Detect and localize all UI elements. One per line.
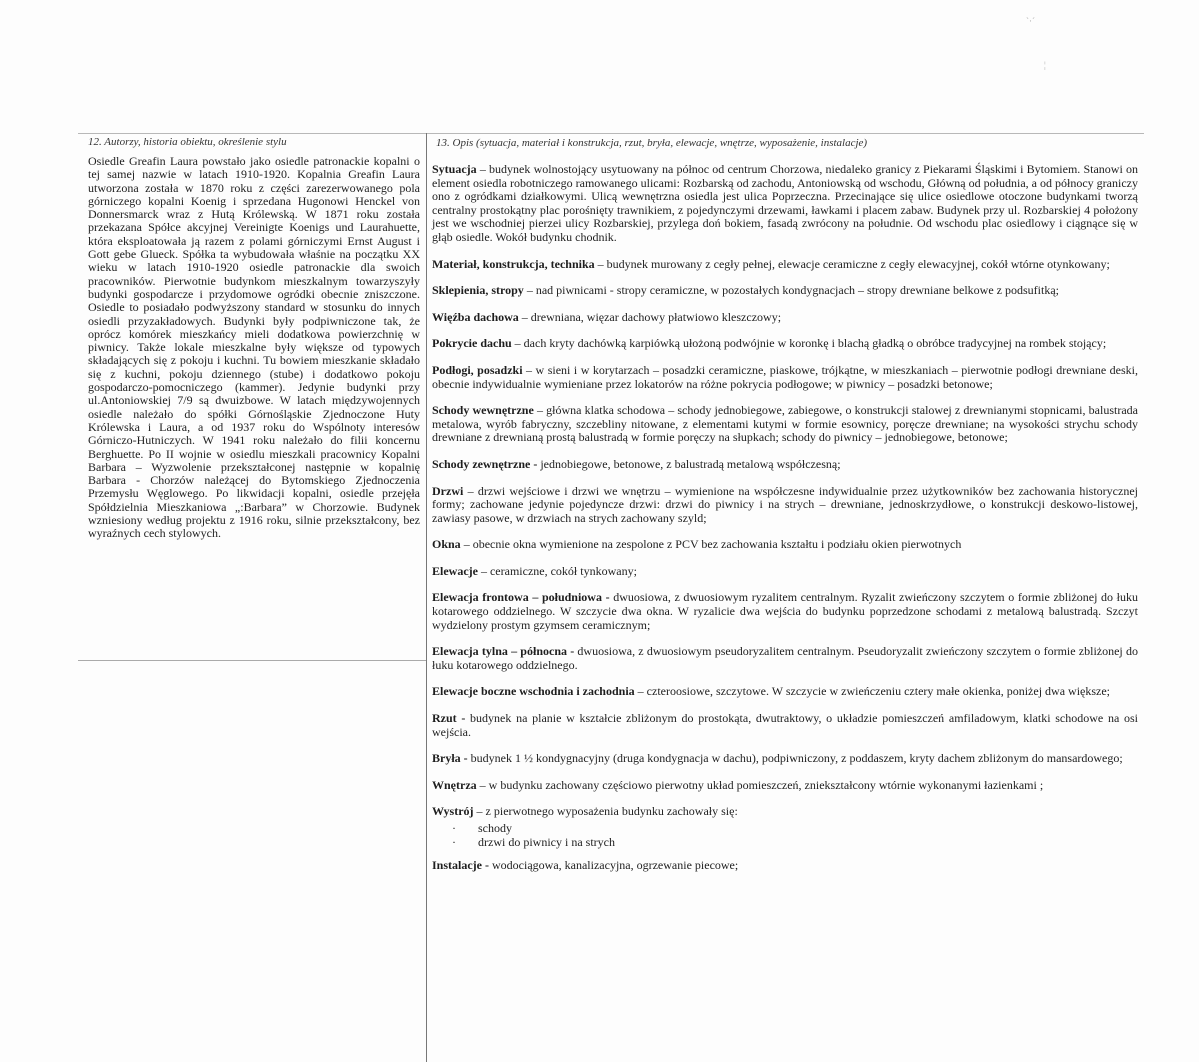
section-text: – budynek wolnostojący usytuowany na północ od centrum Chorzowa, niedaleko granicy z Piekarami Śląskimi i Bytomiem. Stanowi on element osiedla robotniczego ramowanego ulicami: Rozbarską od zachodu, Antoniowską od wschodu, Główną od południa, a od północy graniczy ono z ogródkami działkowymi. Ulicą wewnętrzna osiedla jest ulica Poprzeczna. Przecinające się ulice osiedlowe otoczone budynkami tworzą centralny prostokątny plac porośnięty trawnikiem, z pojedynczymi drzewami, ławkami i placem zabaw. Budynek przy ul. Rozbarskiej 4 położony jest we wschodniej pierzei ulicy Rozbarskiej, przylega doń bokiem, fasadą zwrócony na południe. Od wschodu plac osiedlowy i ciągnące się w głąb osiedle. Wokół budynku chodnik. xyxy=(432,162,1138,244)
description-section xyxy=(432,337,1138,351)
section-label: Pokrycie dachu xyxy=(432,336,512,351)
section-label: Drzwi xyxy=(432,483,464,498)
section-text: dwuosiowa, z dwuosiowym ryzalitem centralnym. Ryzalit zwieńczony szczytem o formie zbliżonej do łuku kotarowego oddzielnego. W szczycie dwa okna. W ryzalicie dwa wejścia do budynku poprzedzone schodami z metalową balustradą. Szczyt wydzielony prostym gzymsem ceramicznym; xyxy=(432,590,1138,632)
description-section xyxy=(432,859,1138,873)
section-text: – obecnie okna wymienione na zespolone z PCV bez zachowania kształtu i podziału okien pierwotnych xyxy=(460,537,962,552)
description-section xyxy=(432,645,1138,672)
description-section xyxy=(432,805,1138,849)
description-section xyxy=(432,538,1138,552)
section-label: Więźba dachowa xyxy=(432,309,519,324)
description-section xyxy=(432,284,1138,298)
section-label: Instalacje - xyxy=(432,858,489,872)
bullet-icon: · xyxy=(452,821,456,835)
section-label: Wnętrza xyxy=(432,777,477,792)
section-label: Rzut - xyxy=(432,711,466,726)
section-label: Elewacja frontowa – południowa - xyxy=(432,590,610,605)
section-label: Materiał, konstrukcja, technika xyxy=(432,256,595,271)
description-section xyxy=(432,458,1138,472)
section-label: Schody zewnętrzne - xyxy=(432,456,538,471)
description-body xyxy=(432,163,1138,886)
section-label: Schody wewnętrzne xyxy=(432,403,534,418)
section-label: Sytuacja xyxy=(432,162,477,176)
bullet-icon: · xyxy=(452,835,456,849)
description-section xyxy=(432,364,1138,391)
section-label: Wystrój xyxy=(432,804,474,819)
section-13-heading: 13. Opis (sytuacja, materiał i konstrukcja, rzut, bryła, elewacje, wnętrze, wyposażenie, instalacje) xyxy=(436,137,868,149)
scan-speck: ¦ xyxy=(1044,60,1046,70)
section-label: Okna xyxy=(432,537,461,552)
list-item-text: schody xyxy=(478,821,512,835)
description-section xyxy=(432,779,1138,793)
section-text: budynek 1 ½ kondygnacyjny (druga kondygnacja w dachu), podpiwniczony, z poddaszem, kryty dachem zbliżonym do mansardowego; xyxy=(467,751,1123,766)
left-column-rule xyxy=(78,660,426,661)
section-text: – budynek murowany z cegły pełnej, elewacje ceramiczne z cegły elewacyjnej, cokół wtórne otynkowany; xyxy=(594,256,1110,271)
section-text: – główna klatka schodowa – schody jednobiegowe, zabiegowe, o konstrukcji stalowej z drewnianymi stopnicami, balustrada metalowa, wyrób fabryczny, szczebliny nitowane, z elementami kutymi w formie esownicy, poręcze drewniane; na wysokości strychu schody drewniane z drewnianą prostą balustradą w formie poręczy na słupkach; schody do piwnicy – jednobiegowe, betonowe; xyxy=(432,403,1138,445)
bullet-list xyxy=(432,821,1138,849)
description-section xyxy=(432,404,1138,445)
section-text: – ceramiczne, cokół tynkowany; xyxy=(477,563,637,578)
section-text: dwuosiowa, z dwuosiowym pseudoryzalitem centralnym. Pseudoryzalit zwieńczony szczytem o formie zbliżonej do łuku kotarowego oddzielnego. xyxy=(432,644,1138,672)
description-section xyxy=(432,163,1138,245)
section-text: wodociągowa, kanalizacyjna, ogrzewanie piecowe; xyxy=(489,858,739,872)
section-text: – w sieni i w korytarzach – posadzki ceramiczne, piaskowe, trójkątne, w mieszkaniach – pierwotnie podłogi drewniane deski, obecnie indywidualnie wymieniane przez lokatorów na różne pokrycia podłogowe; w piwnicy – posadzki betonowe; xyxy=(432,362,1138,391)
section-text: jednobiegowe, betonowe, z balustradą metalową współczesną; xyxy=(537,456,841,471)
section-text: – drewniana, więzar dachowy płatwiowo kleszczowy; xyxy=(518,309,782,324)
section-label: Bryła - xyxy=(432,751,468,766)
section-label: Podłogi, posadzki xyxy=(432,362,523,377)
section-text: – czteroosiowe, szczytowe. W szczycie w zwieńczeniu cztery małe okienka, poniżej dwa większe; xyxy=(634,684,1111,699)
section-text: budynek na planie w kształcie zbliżonym do prostokąta, dwutraktowy, o układzie pomieszczeń amfiladowym, klatki schodowe na osi wejścia. xyxy=(432,711,1138,739)
section-text: – dach kryty dachówką karpiówką ułożoną podwójnie w koronkę i blachą gładką o obróbce tradycyjnej na rombek stojący; xyxy=(511,336,1107,351)
section-text: – drzwi wejściowe i drzwi we wnętrzu – wymienione na współczesne indywidualnie przez użytkowników bez zachowania historycznej formy; zachowane jedynie pojedyncze drzwi: drzwi do piwnicy i na strych – drewniane, jednoskrzydłowe, o konstrukcji deskowo-listowej, zawiasy pasowe, w drzwiach na strych zachowany szyld; xyxy=(432,483,1138,525)
column-divider xyxy=(426,133,427,1062)
list-item-text: drzwi do piwnicy i na strych xyxy=(478,835,615,849)
history-text: Osiedle Greafin Laura powstało jako osiedle patronackie kopalni o tej samej nazwie w latach 1910-1920. Kopalnia Greafin Laura utworzona została w 1870 roku z części zarezerwowanego pola górniczego kopalni Koenig i sprzedana Hugonowi Henckel von Donnersmarck wraz z Hutą Królewską. W 1871 roku została przekazana Spółce akcyjnej Vereinigte Koenigs und Laurahuette, która eksploatowała ją razem z polami górniczymi Ernst August i Gott gebe Glueck. Spółka ta wybudowała właśnie na początku XX wieku w latach 1910-1920 osiedle patronackie dla swoich pracowników. Pierwotnie budynkom mieszkalnym towarzyszyły budynki gospodarcze i przydomowe ogródki obecnie zniszczone. Osiedle to posiadało podwyższony standard w stosunku do innych osiedli przyzakładowych. Budynki były podpiwniczone tak, że oprócz komórek mieszkańcy mieli dodatkowa powierzchnię w piwnicy. Także lokale mieszkalne były większe od typowych składających się z pokoju i kuchni. Tu bowiem mieszkanie składało się z kuchni, pokoju dziennego (stube) i dodatkowo pokoju gospodarczo-pomocniczego (kammer). Jedynie budynki przy ul.Antoniowskiej 7/9 są dwuizbowe. W latach międzywojennych osiedle należało do spółki Górnośląskie Zjednoczone Huty Królewska i Laura, a od 1937 roku do Wspólnoty interesów Górniczo-Hutniczych. W 1941 roku należało do filii koncernu Berghuette. Po II wojnie w osiedlu mieszkali pracownicy Kopalni Barbara – Wyzwolenie przekształconej następnie w kopalnię Barbara - Chorzów należącej do Bytomskiego Zjednoczenia Przemysłu Węglowego. Po likwidacji kopalni, osiedle przejęła Spółdzielnia Mieszkaniowa „:Barbara” w Chorzowie. Budynek wzniesiony według projektu z 1916 roku, silnie przekształcony, bez wyraźnych cech stylowych. xyxy=(88,154,420,541)
section-label: Elewacja tylna – północna - xyxy=(432,644,575,659)
list-item xyxy=(432,835,1138,849)
scan-speck: ˋ·ˊ xyxy=(1026,16,1035,26)
section-label: Elewacje xyxy=(432,563,478,578)
list-item xyxy=(432,821,1138,835)
description-section xyxy=(432,311,1138,325)
description-section xyxy=(432,485,1138,526)
section-text: – w budynku zachowany częściowo pierwotny układ pomieszczeń, zniekształcony wtórnie wykonanymi łazienkami ; xyxy=(476,777,1044,792)
description-section xyxy=(432,591,1138,632)
description-section xyxy=(432,258,1138,272)
description-section xyxy=(432,712,1138,739)
description-section xyxy=(432,685,1138,699)
description-section xyxy=(432,752,1138,766)
header-rule xyxy=(78,133,1144,134)
section-label: Sklepienia, stropy xyxy=(432,283,524,298)
description-section xyxy=(432,565,1138,579)
section-label: Elewacje boczne wschodnia i zachodnia xyxy=(432,684,635,699)
section-text: – nad piwnicami - stropy ceramiczne, w pozostałych kondygnacjach – stropy drewniane belkowe z podsufitką; xyxy=(523,283,1059,298)
section-12-heading: 12. Autorzy, historia obiektu, określenie stylu xyxy=(88,136,287,148)
section-text: – z pierwotnego wyposażenia budynku zachowały się: xyxy=(473,804,738,819)
